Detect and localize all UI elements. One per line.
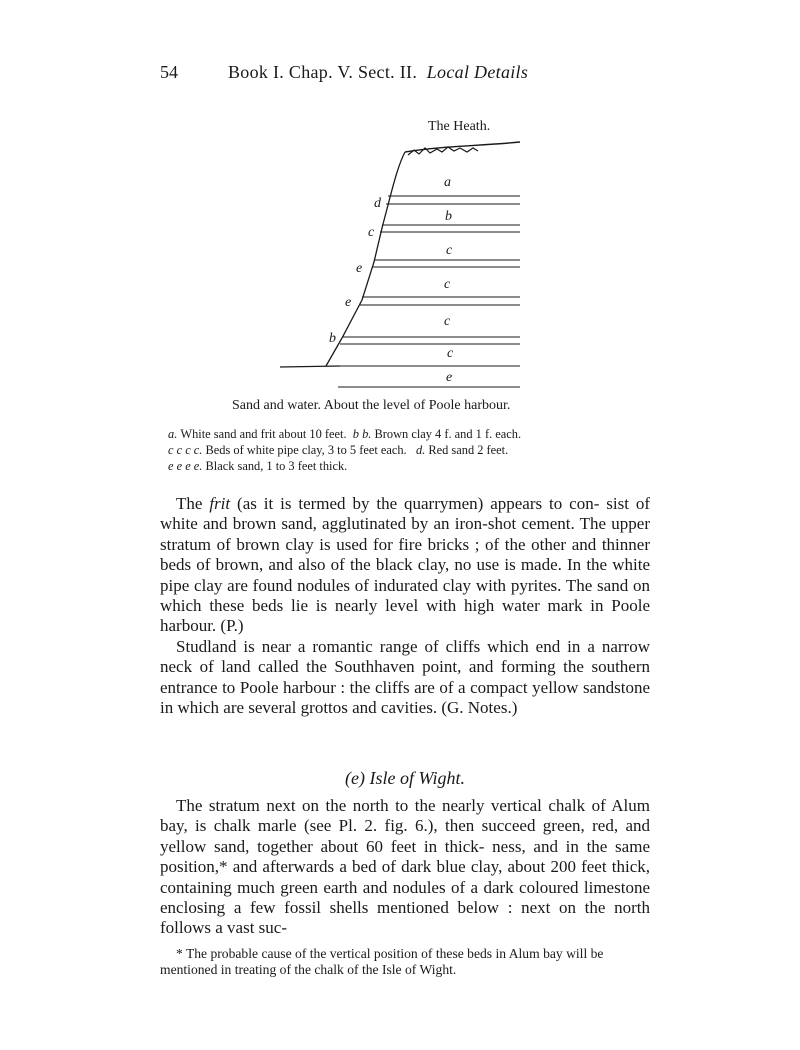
- running-title-text: Book I. Chap. V. Sect. II.: [228, 62, 418, 82]
- bed-lines: [330, 196, 520, 387]
- paragraph-isle-of-wight: The stratum next on the north to the nearly vertical chalk of Alum bay, is chalk marle (see Pl. 2. fig. 6.), then succeed green, red, and yellow sand, together about 60 feet in thick- ness, and in the same position,* and afterwards a bed of dark blue clay, about 200 feet thick, containing much green earth and nodules of a dark coloured limestone enclosing a few fossil shells mentioned below : next on the north follows a vast suc-: [160, 796, 650, 938]
- stratum-label: c: [444, 277, 451, 292]
- page-number: 54: [160, 62, 178, 82]
- side-label: c: [368, 225, 375, 240]
- legend-line: [168, 442, 660, 458]
- legend-line: [168, 458, 660, 474]
- cliff-face: [326, 152, 405, 366]
- frit-term: frit: [209, 494, 231, 513]
- legend-line: [168, 426, 660, 442]
- figure-legend: [168, 426, 660, 474]
- side-label: e: [345, 295, 352, 310]
- figure-title: The Heath.: [428, 119, 491, 134]
- footnote: [160, 946, 650, 978]
- stratum-label: c: [447, 346, 454, 361]
- legend-key: e e e e.: [168, 459, 203, 473]
- legend-key: c c c c.: [168, 443, 203, 457]
- paragraph-frit: [160, 494, 650, 637]
- body-text-wight: [160, 796, 650, 939]
- legend-key: a.: [168, 427, 178, 441]
- stratum-label: c: [444, 314, 451, 329]
- side-label: b: [329, 331, 336, 346]
- side-label: d: [374, 196, 381, 211]
- side-label: e: [356, 261, 363, 276]
- legend-key: b b.: [352, 427, 372, 441]
- paragraph-rest: (as it is termed by the quarrymen) appears to con- sist of white and brown sand, agglutinated by an iron-shot cement. The upper stratum of brown clay is used for fire bricks ; of the other and thinner beds of brown, and also of the black clay, no use is made. In the white pipe clay are found nodules of indurated clay with pyrites. The sand on which these beds lie is nearly level with high water mark in Poole harbour. (P.): [160, 494, 650, 636]
- stratum-label: b: [445, 209, 452, 224]
- legend-text: Red sand 2 feet.: [428, 443, 509, 457]
- paragraph-lead: The: [176, 494, 210, 513]
- legend-text: Brown clay 4 f. and 1 f. each.: [374, 427, 522, 441]
- footnote-text: * The probable cause of the vertical position of these beds in Alum bay will be mentioned in treating of the chalk of the Isle of Wight.: [160, 946, 604, 977]
- paragraph-studland: Studland is near a romantic range of cliffs which end in a narrow neck of land called the Southhaven point, and forming the southern entrance to Poole harbour : the cliffs are of a compact yellow sandstone in which are several grottos and cavities. (G. Notes.): [160, 636, 650, 718]
- figure-caption: Sand and water. About the level of Poole harbour.: [232, 398, 511, 413]
- strata-section-diagram: [0, 0, 800, 420]
- legend-text: Black sand, 1 to 3 feet thick.: [205, 459, 348, 473]
- legend-text: White sand and frit about 10 feet.: [180, 427, 347, 441]
- running-subtitle: Local Details: [426, 62, 529, 82]
- stratum-label: e: [446, 370, 453, 385]
- stratum-label: a: [444, 175, 451, 190]
- body-text: [160, 494, 650, 718]
- section-heading: (e) Isle of Wight.: [345, 768, 465, 788]
- legend-text: Beds of white pipe clay, 3 to 5 feet each.: [205, 443, 407, 457]
- stratum-label: c: [446, 243, 453, 258]
- legend-key: d.: [415, 443, 426, 457]
